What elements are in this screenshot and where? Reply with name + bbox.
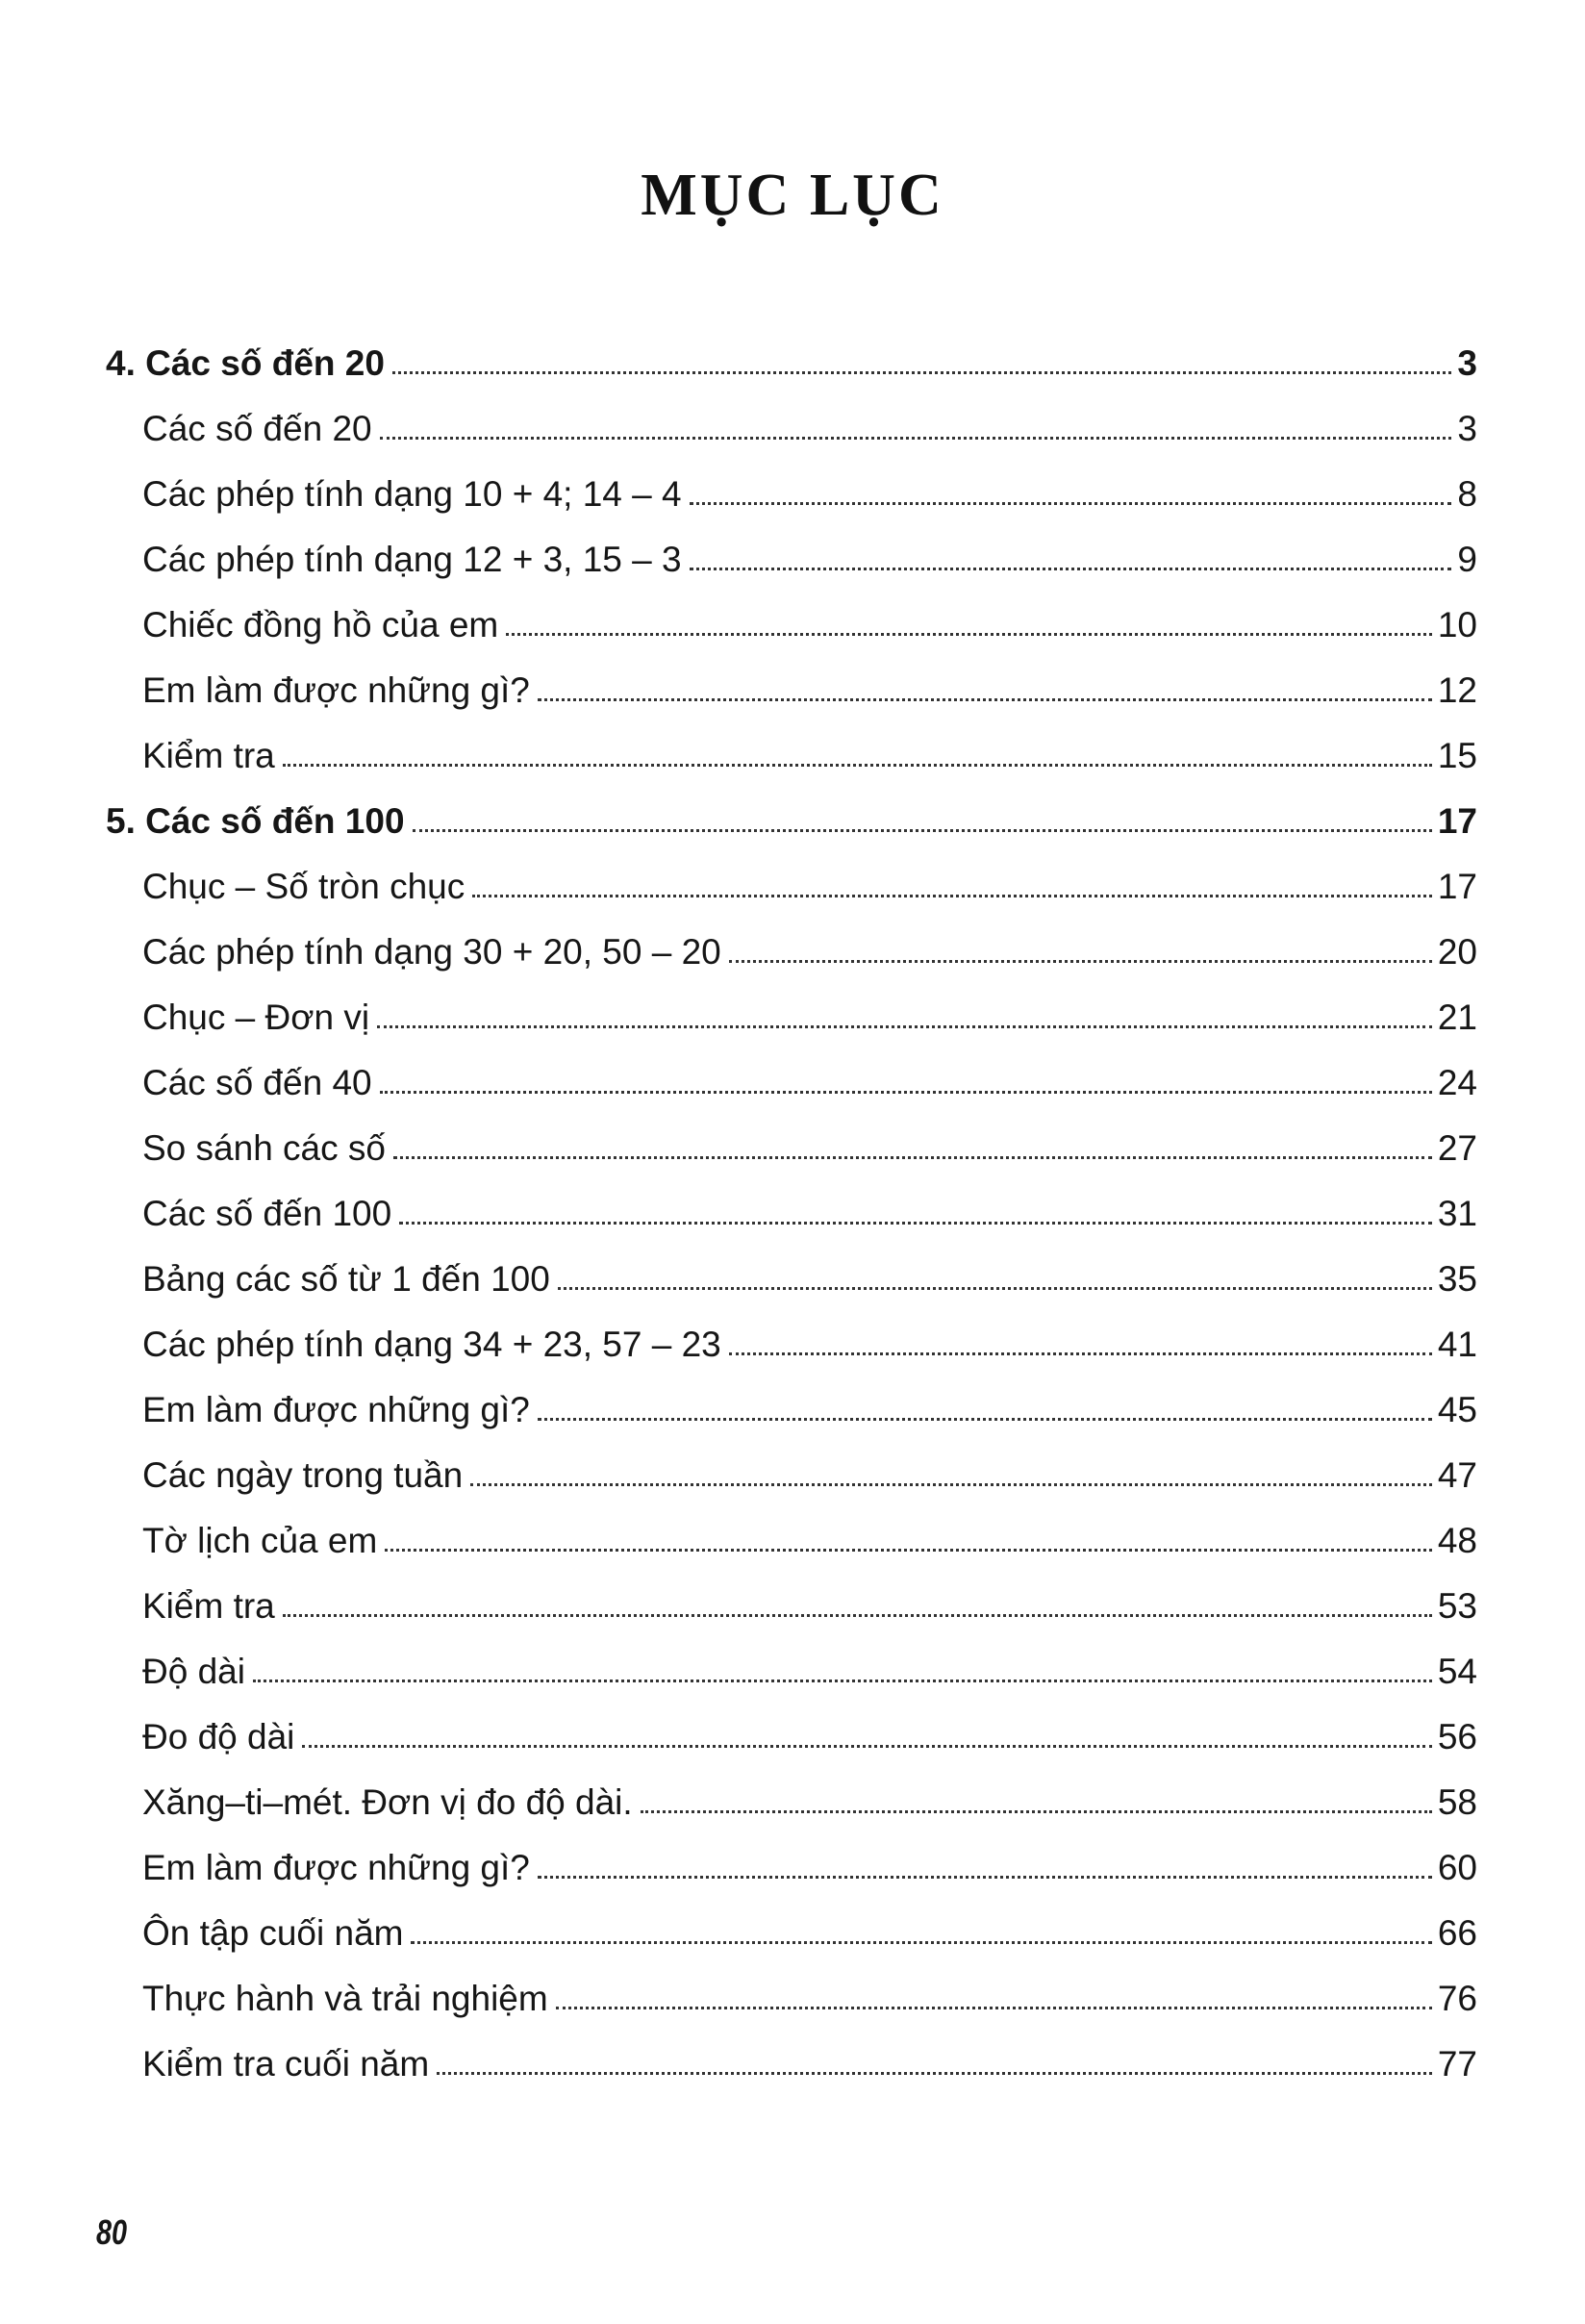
dot-leader [538,698,1432,701]
toc-entry [142,1958,1477,2016]
toc-entry [142,519,1477,577]
toc-entry-label: Chiếc đồng hồ của em [142,605,499,644]
dot-leader [556,2007,1432,2009]
toc-entry-label: Các phép tính dạng 34 + 23, 57 – 23 [142,1325,721,1364]
toc-entry [142,1239,1477,1297]
dot-leader [377,1025,1432,1028]
toc-entry-label: Em làm được những gì? [142,670,530,710]
page-title: MỤC LỤC [641,163,944,228]
toc-entry-page-number: 31 [1437,1194,1477,1233]
toc-entry-page-number: 24 [1437,1063,1477,1102]
dot-leader [380,437,1452,440]
toc-entry-page-number: 10 [1437,605,1477,644]
toc-entry-page-number: 53 [1437,1586,1477,1626]
toc-entry-page-number: 45 [1437,1390,1477,1429]
toc-entry [142,389,1477,446]
toc-section-heading [106,781,1477,839]
toc-entry-label: Bảng các số từ 1 đến 100 [142,1259,550,1299]
toc-entry-page-number: 58 [1437,1782,1477,1822]
dot-leader [413,829,1432,832]
toc-entry-label: Các phép tính dạng 12 + 3, 15 – 3 [142,540,682,579]
toc-entry [142,1435,1477,1493]
dot-leader [437,2072,1432,2075]
toc-entry-label: Các số đến 20 [142,409,372,448]
toc-entry-page-number: 77 [1437,2044,1477,2084]
toc-entry [142,1108,1477,1166]
toc-entry [142,1893,1477,1951]
toc-entry-page-number: 12 [1437,670,1477,710]
dot-leader [253,1680,1432,1682]
toc-entry-label: Kiểm tra [142,1586,275,1626]
toc-entry-page-number: 15 [1437,736,1477,775]
toc-entry-label: Chục – Số tròn chục [142,867,465,906]
dot-leader [302,1745,1431,1748]
dot-leader [392,371,1451,374]
toc-entry-label: Các phép tính dạng 30 + 20, 50 – 20 [142,932,721,972]
toc-entry [142,977,1477,1035]
dot-leader [558,1287,1432,1290]
toc-entry-page-number: 76 [1437,1979,1477,2018]
toc-entry-page-number: 17 [1437,801,1477,841]
toc-entry-page-number: 54 [1437,1652,1477,1691]
dot-leader [283,764,1432,767]
toc-entry [142,1501,1477,1558]
toc-entry-label: Đo độ dài [142,1717,295,1756]
toc-entry [142,1370,1477,1427]
dot-leader [380,1091,1432,1094]
toc-entry [142,1631,1477,1689]
dot-leader [411,1941,1431,1944]
toc-entry [142,1566,1477,1624]
dot-leader [283,1614,1432,1617]
toc-entry-label: So sánh các số [142,1128,386,1168]
toc-entry-page-number: 3 [1457,343,1477,383]
toc-entry-page-number: 20 [1437,932,1477,972]
toc-entry-page-number: 27 [1437,1128,1477,1168]
toc-entry-label: Em làm được những gì? [142,1848,530,1887]
toc-entry [142,650,1477,708]
toc-entry-page-number: 21 [1437,998,1477,1037]
toc-entry-page-number: 41 [1437,1325,1477,1364]
toc-entry-label: Thực hành và trải nghiệm [142,1979,548,2018]
toc-entry [142,2024,1477,2082]
toc-entry-page-number: 60 [1437,1848,1477,1887]
toc-entry-page-number: 48 [1437,1521,1477,1560]
toc-entry-page-number: 3 [1457,409,1477,448]
toc-entry-label: Tờ lịch của em [142,1521,378,1560]
toc-entry-page-number: 35 [1437,1259,1477,1299]
toc-entry-label: Chục – Đơn vị [142,998,370,1037]
toc-entry-label: Độ dài [142,1652,245,1691]
toc-entry [142,1043,1477,1100]
dot-leader [729,960,1432,963]
toc-entry-page-number: 47 [1437,1455,1477,1495]
dot-leader [538,1876,1432,1879]
dot-leader [385,1549,1432,1552]
toc-entry [142,454,1477,512]
toc-entry-label: Các phép tính dạng 10 + 4; 14 – 4 [142,474,682,514]
toc-entry [142,912,1477,970]
toc-entry-label: 5. Các số đến 100 [106,801,405,841]
toc-section-heading [106,323,1477,381]
dot-leader [393,1156,1432,1159]
toc-entry-label: Các ngày trong tuần [142,1455,464,1495]
toc-entry [142,1828,1477,1885]
toc-entry [142,1174,1477,1231]
dot-leader [690,568,1452,570]
toc-entry-label: Kiểm tra cuối năm [142,2044,430,2084]
toc-entry-page-number: 66 [1437,1913,1477,1953]
toc-entry-label: Ôn tập cuối năm [142,1913,404,1953]
toc-entry [142,1697,1477,1755]
toc-entry [142,1304,1477,1362]
toc-entry-label: Em làm được những gì? [142,1390,530,1429]
toc-entry [142,846,1477,904]
toc-entry-page-number: 17 [1437,867,1477,906]
toc-entry-page-number: 56 [1437,1717,1477,1756]
toc-entry-label: Kiểm tra [142,736,275,775]
dot-leader [729,1352,1432,1355]
dot-leader [506,633,1432,636]
dot-leader [641,1810,1432,1813]
toc-entry [142,585,1477,643]
dot-leader [399,1222,1432,1225]
toc-entry-label: Các số đến 40 [142,1063,372,1102]
toc-entry-page-number: 8 [1457,474,1477,514]
toc-entry-label: 4. Các số đến 20 [106,343,385,383]
toc-entry-label: Xăng–ti–mét. Đơn vị đo độ dài. [142,1782,633,1822]
dot-leader [472,895,1432,897]
toc-entry-page-number: 9 [1457,540,1477,579]
toc-entry [142,1762,1477,1820]
page-number: 80 [96,2212,128,2252]
toc-entry-label: Các số đến 100 [142,1194,392,1233]
toc-entry [142,716,1477,773]
dot-leader [538,1418,1432,1421]
dot-leader [470,1483,1432,1486]
dot-leader [690,502,1452,505]
